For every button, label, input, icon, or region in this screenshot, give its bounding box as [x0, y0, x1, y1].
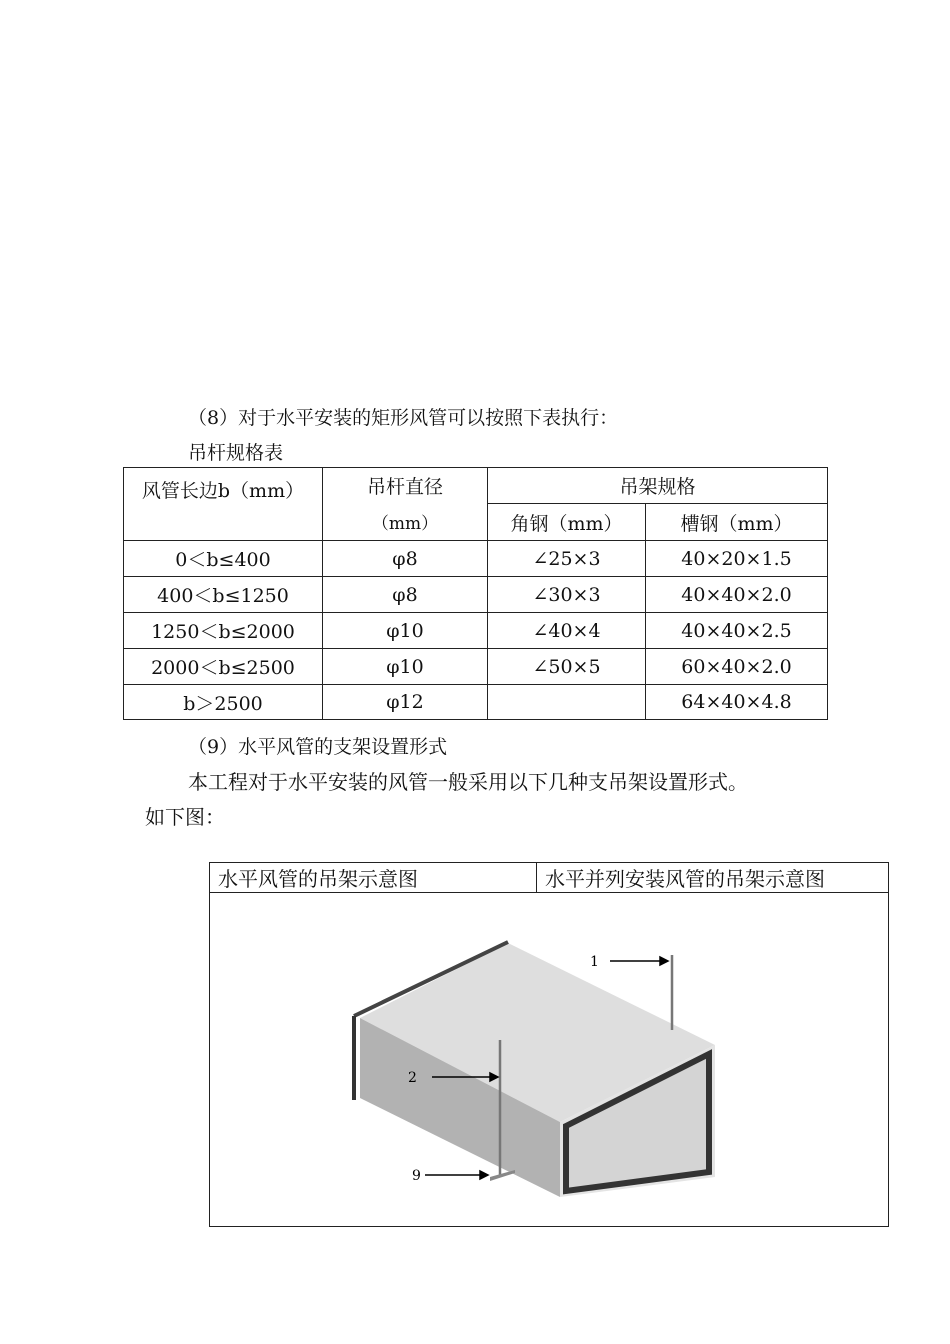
- rod-diameter-cell: φ8: [323, 541, 488, 577]
- rod-diameter-cell: φ10: [323, 613, 488, 649]
- rod-diameter-cell: φ10: [323, 649, 488, 685]
- angle-steel-cell: ∠25×3: [488, 541, 646, 577]
- table-row: [124, 541, 828, 577]
- label-9: 9: [412, 1168, 421, 1184]
- figure-header-parallel: 水平并列安装风管的吊架示意图: [537, 863, 889, 893]
- section-8-heading: （8）对于水平安装的矩形风管可以按照下表执行：: [188, 407, 619, 429]
- angle-steel-cell: [488, 685, 646, 720]
- channel-steel-cell: 60×40×2.0: [646, 649, 828, 685]
- section-9-heading: （9）水平风管的支架设置形式: [188, 736, 448, 758]
- channel-steel-cell: 40×40×2.0: [646, 577, 828, 613]
- label-1: 1: [590, 954, 599, 970]
- angle-steel-cell: ∠40×4: [488, 613, 646, 649]
- header-rod-unit: （mm）: [323, 504, 488, 541]
- angle-bracket: [490, 1170, 515, 1181]
- body-text-figure-intro: 如下图：: [145, 805, 225, 829]
- header-rod-diameter: 吊杆直径: [323, 468, 488, 504]
- figure-header-single: 水平风管的吊架示意图: [210, 863, 537, 893]
- header-hanger-spec: 吊架规格: [488, 468, 828, 504]
- rod-spec-table: [123, 467, 828, 720]
- header-channel-steel: 槽钢（mm）: [646, 504, 828, 541]
- angle-steel-cell: ∠50×5: [488, 649, 646, 685]
- table-title: 吊杆规格表: [188, 442, 284, 464]
- duct-side-range-cell: b＞2500: [124, 685, 323, 720]
- channel-steel-cell: 40×40×2.5: [646, 613, 828, 649]
- label-2: 2: [408, 1070, 417, 1086]
- table-row: [124, 577, 828, 613]
- duct-side-range-cell: 0＜b≤400: [124, 541, 323, 577]
- table-row: [124, 649, 828, 685]
- duct-hanger-diagram: [340, 930, 730, 1210]
- header-angle-steel: 角钢（mm）: [488, 504, 646, 541]
- table-row: [124, 613, 828, 649]
- body-text: 本工程对于水平安装的风管一般采用以下几种支吊架设置形式。: [188, 770, 748, 794]
- rod-diameter-cell: φ12: [323, 685, 488, 720]
- header-duct-side: 风管长边b（mm）: [124, 468, 323, 541]
- table-row: [124, 685, 828, 720]
- angle-steel-cell: ∠30×3: [488, 577, 646, 613]
- rod-diameter-cell: φ8: [323, 577, 488, 613]
- duct-side-range-cell: 400＜b≤1250: [124, 577, 323, 613]
- duct-side-range-cell: 2000＜b≤2500: [124, 649, 323, 685]
- channel-steel-cell: 40×20×1.5: [646, 541, 828, 577]
- channel-steel-cell: 64×40×4.8: [646, 685, 828, 720]
- duct-side-range-cell: 1250＜b≤2000: [124, 613, 323, 649]
